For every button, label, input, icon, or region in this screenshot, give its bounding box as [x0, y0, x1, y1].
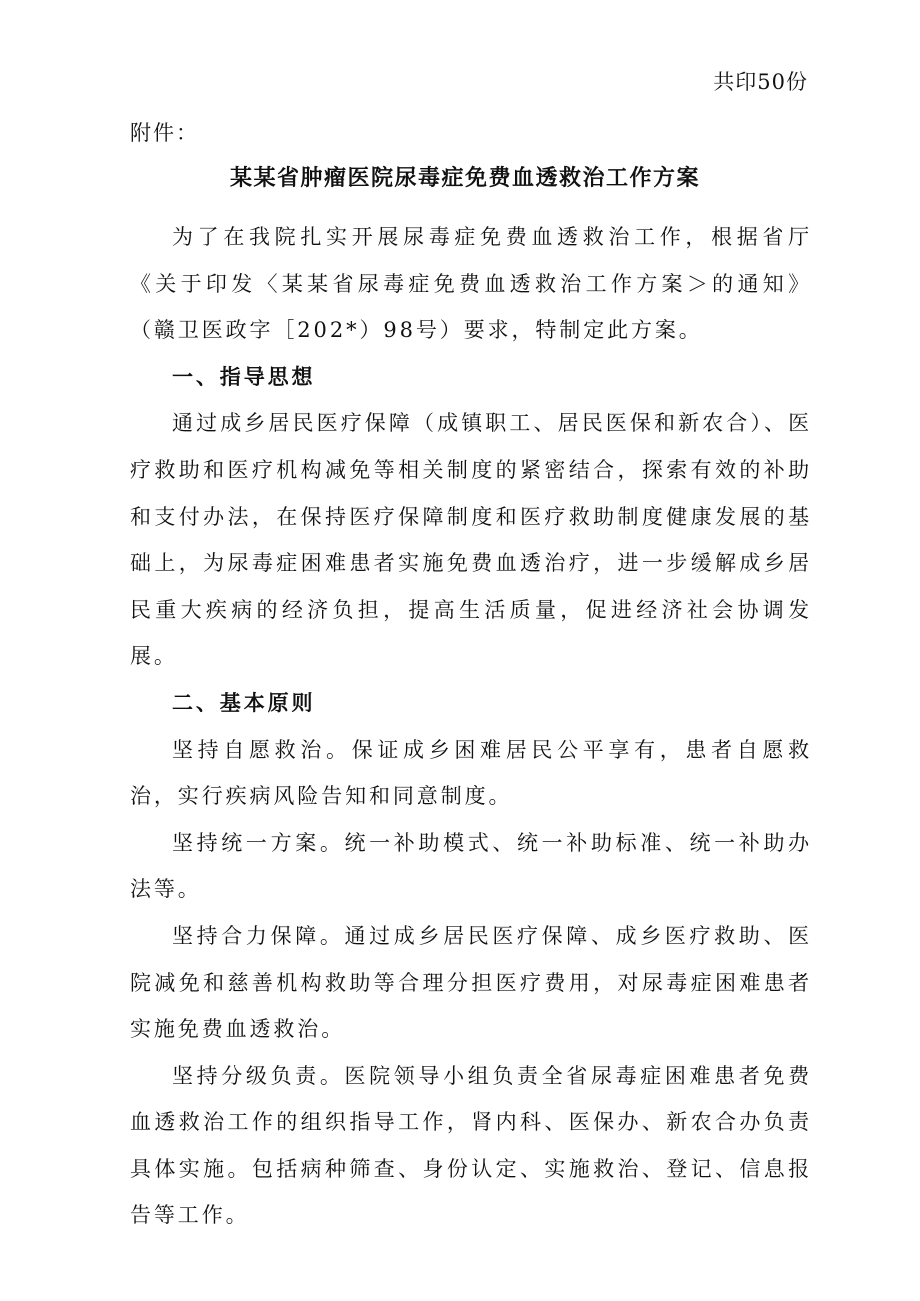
principle-paragraph-voluntary: 坚持自愿救治。保证成乡困难居民公平享有，患者自愿救治，实行疾病风险告知和同意制度。 — [130, 737, 812, 809]
intro-paragraph: 为了在我院扎实开展尿毒症免费血透救治工作，根据省厅《关于印发〈某某省尿毒症免费血透救治工作方案＞的通知》（赣卫医政字［202*）98号）要求，特制定此方案。 — [130, 225, 812, 343]
principle-paragraph-joint: 坚持合力保障。通过成乡居民医疗保障、成乡医疗救助、医院减免和慈善机构救助等合理分担医疗费用，对尿毒症困难患者实施免费血透救治。 — [130, 923, 812, 1042]
document-body — [130, 214, 812, 1239]
section-heading-guiding-ideology: 一、指导思想 — [172, 363, 316, 389]
guiding-ideology-paragraph: 通过成乡居民医疗保障（成镇职工、居民医保和新农合）、医疗救助和医疗机构减免等相关制度的紧密结合，探索有效的补助和支付办法，在保持医疗保障制度和医疗救助制度健康发展的基础上，为尿毒症困难患者实施免费血透治疗，进一步缓解成乡居民重大疾病的经济负担，提高生活质量，促进经济社会协调发展。 — [130, 411, 812, 669]
copies-note: 共印50份 — [713, 70, 808, 94]
document-title: 某某省肿瘤医院尿毒症免费血透救治工作方案 — [229, 165, 700, 191]
attachment-label: 附件： — [130, 121, 199, 145]
section-heading-basic-principles: 二、基本原则 — [172, 689, 316, 715]
principle-paragraph-unified: 坚持统一方案。统一补助模式、统一补助标准、统一补助办法等。 — [130, 830, 812, 902]
principle-paragraph-graded: 坚持分级负责。医院领导小组负责全省尿毒症困难患者免费血透救治工作的组织指导工作，肾内科、医保办、新农合办负责具体实施。包括病种筛查、身份认定、实施救治、登记、信息报告等工作。 — [130, 1063, 812, 1228]
